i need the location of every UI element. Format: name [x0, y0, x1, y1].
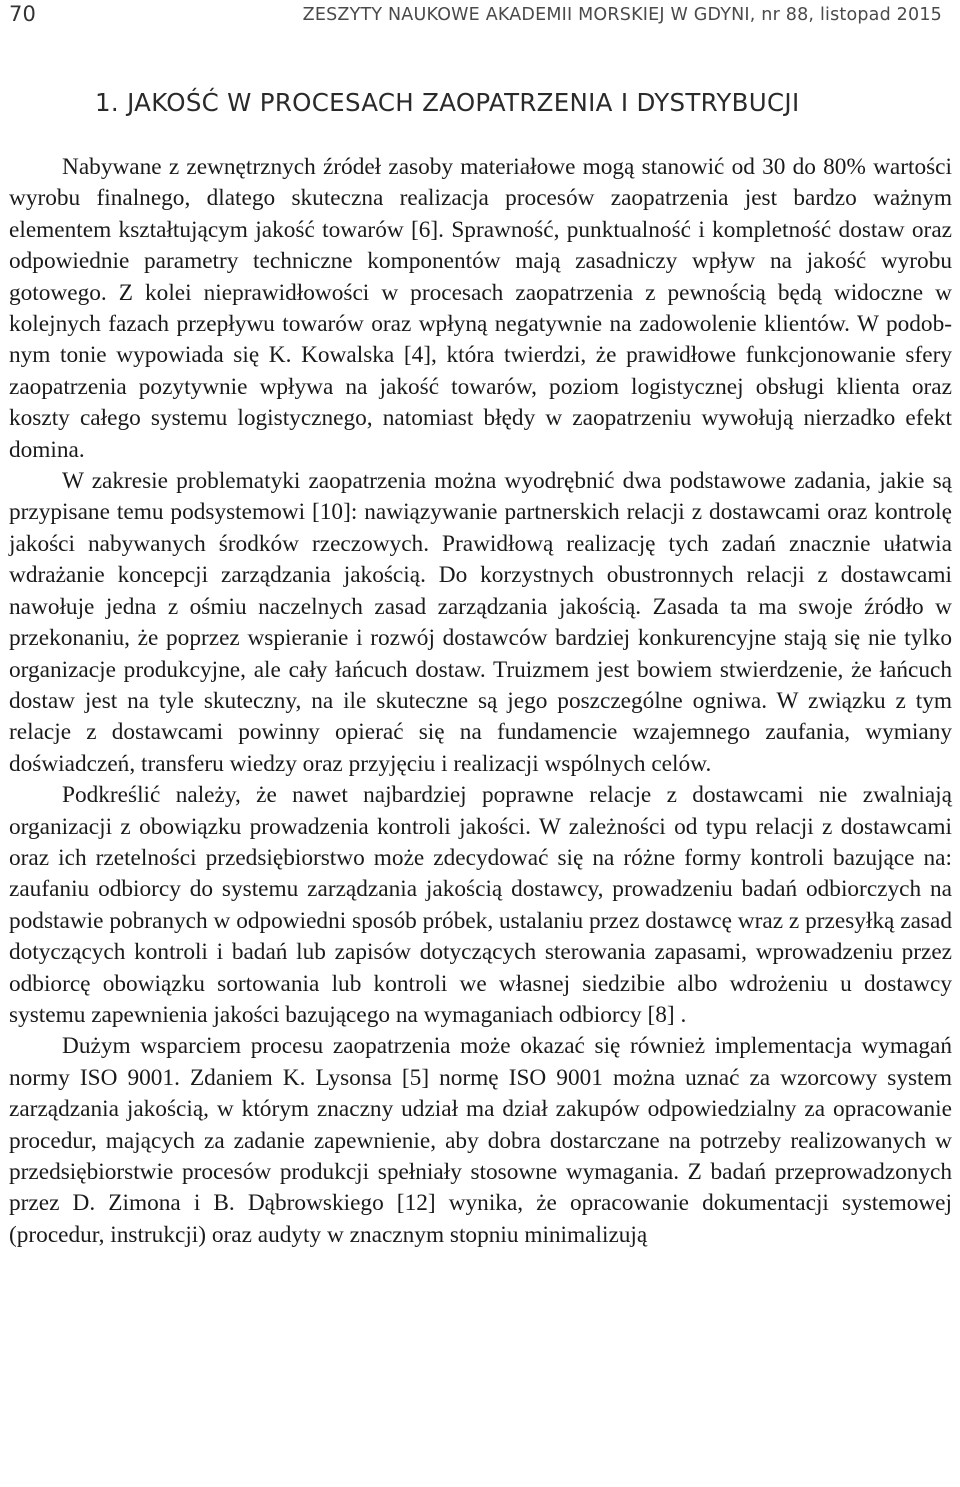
paragraph-3: Podkreślić należy, że nawet najbardziej poprawne relacje z dostawcami nie zwalniają organizacji z obowiązku prowadzenia kontroli jakości. W zależności od typu relacji z dostawcami oraz ich rzetelności przedsiębiorstwo może zdecydować się na różne formy kontroli bazujące na: zaufaniu odbiorcy do systemu zarządzania jakością dostawcy, prowadzeniu badań odbiorczych na podstawie pobranych w odpowiedni sposób próbek, ustalaniu przez dostawcę wraz z przesyłką zasad dotyczących kontroli i badań lub zapisów dotyczących sterowania zapasami, wprowadzeniu przez odbiorcę obowiązku sortowania lub kontroli we własnej siedzibie albo wdrożeniu u dostawcy systemu zapewnienia jakości bazującego na wymaganiach odbiorcy [8] .	[9, 782, 952, 1028]
section-heading: 1. JAKOŚĆ W PROCESACH ZAOPATRZENIA I DYSTRYBUCJI	[95, 88, 800, 117]
journal-title: ZESZYTY NAUKOWE AKADEMII MORSKIEJ W GDYNI, nr 88, listopad 2015	[302, 5, 942, 25]
running-header	[9, 2, 952, 32]
page-number: 70	[9, 2, 37, 26]
paragraph-2: W zakresie problematyki zaopatrzenia można wyodrębnić dwa podstawowe zadania, jakie są przypisane temu podsystemowi [10]: nawiązywanie partnerskich relacji z dostawcami oraz kontrolę jakości nabywanych środków rzeczowych. Prawidłową realizację tych zadań znacznie ułatwia wdrażanie koncepcji zarządzania jakością. Do korzystnych obustronnych relacji z dostawcami nawołuje jedna z ośmiu naczelnych zasad zarządzania jakością. Zasada ta ma swoje źródło w przekonaniu, że poprzez wspieranie i rozwój dostawców bardziej konkurencyjne stają się nie tylko organizacje produkcyjne, ale cały łańcuch dostaw. Truizmem jest bowiem stwierdzenie, że łańcuch dostaw jest na tyle skuteczny, na ile skuteczne są jego poszczególne ogniwa. W związku z tym relacje z dostawcami powinny opierać się na fundamencie wzajemnego zaufania, wymiany doświadczeń, transferu wiedzy oraz przyjęciu i realizacji wspólnych celów.	[9, 468, 952, 777]
paragraph-1: Nabywane z zewnętrznych źródeł zasoby materiałowe mogą stanowić od 30 do 80% wartości wyrobu finalnego, dlatego skuteczna realizacja procesów zaopatrzenia jest bardzo ważnym elementem kształtującym jakość towarów [6]. Sprawność, punktualność i kompletność dostaw oraz odpowiednie parametry techniczne komponentów mają zasadniczy wpływ na jakość wyrobu gotowego. Z kolei nieprawidłowości w procesach zaopatrzenia z pewnością będą widoczne w kolejnych fazach przepływu towarów oraz wpłyną negatywnie na zadowolenie klientów. W podobnym tonie wypowiada się K. Kowalska [4], która twierdzi, że prawidłowe funkcjonowanie sfery zaopatrzenia pozytywnie wpływa na jakość towarów, poziom logistycznej obsługi klienta oraz koszty całego systemu logistycznego, natomiast błędy w zaopatrzeniu wywołują nierzadko efekt domina.	[9, 154, 952, 463]
body-text	[9, 152, 952, 1251]
paragraph-4: Dużym wsparciem procesu zaopatrzenia może okazać się również implementacja wymagań normy ISO 9001. Zdaniem K. Lysonsa [5] normę ISO 9001 można uznać za wzorcowy system zarządzania jakością, w którym znaczny udział ma dział zakupów odpowiedzialny za opracowanie procedur, mających za zadanie zapewnienie, aby dobra dostarczane na potrzeby realizowanych w przedsiębiorstwie procesów produkcji spełniały stosowne wymagania. Z badań przeprowadzonych przez D. Zimona i B. Dąbrowskiego [12] wynika, że opracowanie dokumentacji systemowej (procedur, instrukcji) oraz audyty w znacznym stopniu minimalizują	[9, 1033, 952, 1248]
